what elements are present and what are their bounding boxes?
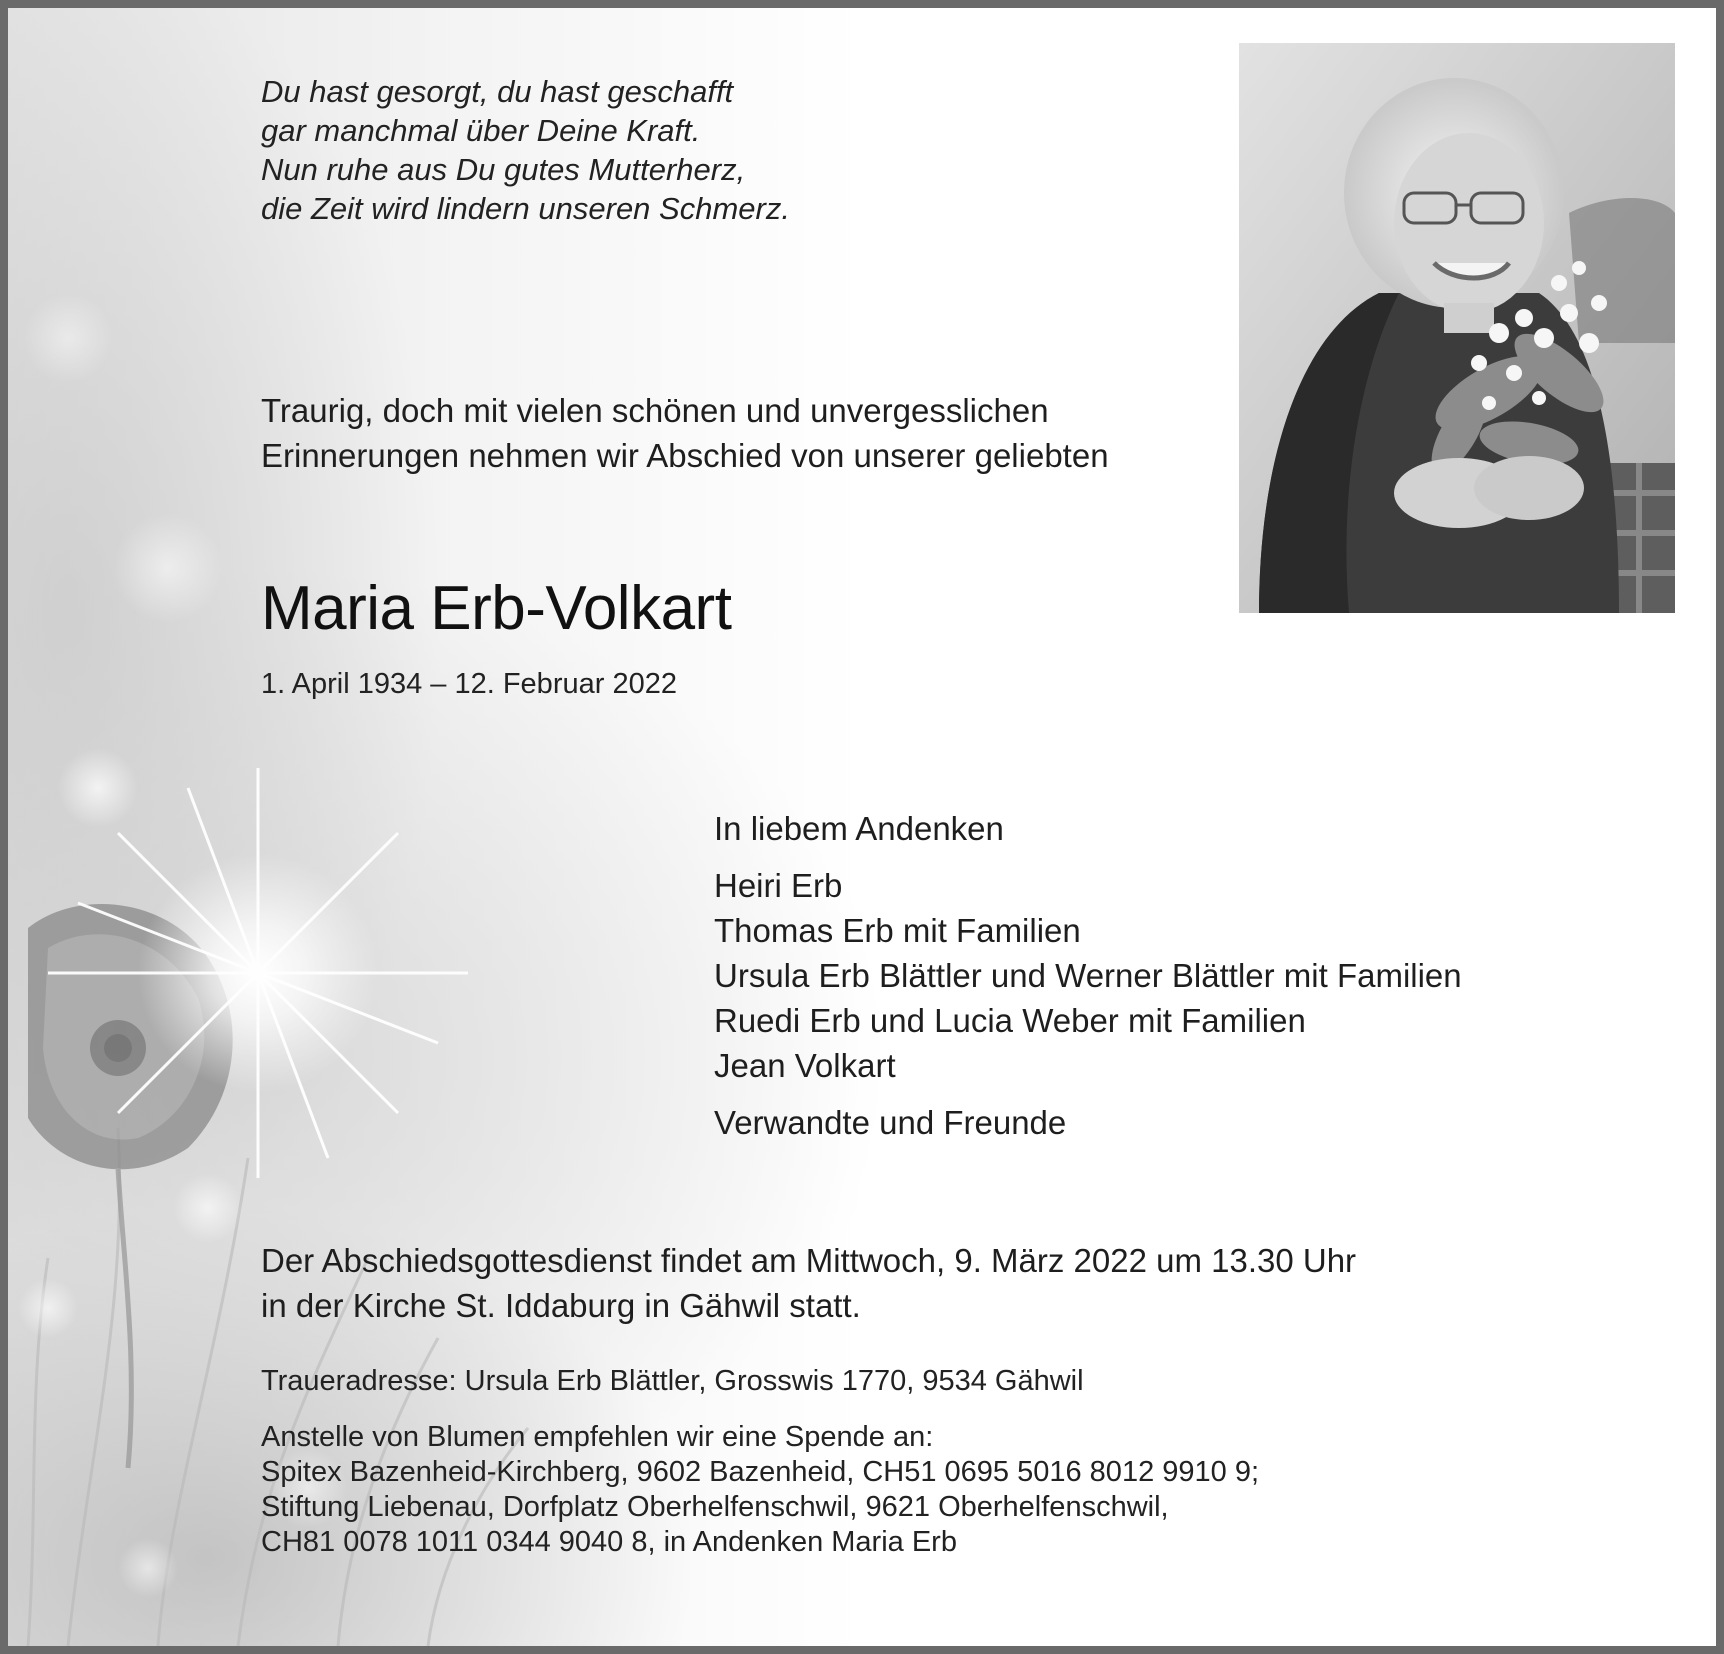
- donation-info: [261, 1420, 1259, 1560]
- obituary-page: [8, 8, 1716, 1646]
- poem: [261, 72, 790, 228]
- poem-line: Du hast gesorgt, du hast geschafft: [261, 74, 734, 109]
- service-line: in der Kirche St. Iddaburg in Gähwil statt.: [261, 1287, 861, 1324]
- mourners-heading: In liebem Andenken: [714, 810, 1004, 847]
- intro-text: [261, 388, 1109, 478]
- mourner-name: Jean Volkart: [714, 1047, 896, 1084]
- service-line: Der Abschiedsgottesdienst findet am Mittwoch, 9. März 2022 um 13.30 Uhr: [261, 1242, 1357, 1279]
- mourner-name: Thomas Erb mit Familien: [714, 912, 1081, 949]
- mourner-name: Ruedi Erb und Lucia Weber mit Familien: [714, 1002, 1306, 1039]
- donation-line: Anstelle von Blumen empfehlen wir eine Spende an:: [261, 1421, 934, 1453]
- mourners-block: [714, 806, 1462, 1145]
- mourning-address: Traueradresse: Ursula Erb Blättler, Grosswis 1770, 9534 Gähwil: [261, 1365, 1084, 1397]
- service-info: [261, 1238, 1356, 1328]
- poem-line: Nun ruhe aus Du gutes Mutterherz,: [261, 152, 746, 187]
- mourners-closing: Verwandte und Freunde: [714, 1104, 1067, 1141]
- life-dates: 1. April 1934 – 12. Februar 2022: [261, 668, 677, 700]
- mourner-name: Ursula Erb Blättler und Werner Blättler mit Familien: [714, 957, 1462, 994]
- donation-line: Stiftung Liebenau, Dorfplatz Oberhelfenschwil, 9621 Oberhelfenschwil,: [261, 1491, 1169, 1523]
- deceased-name: Maria Erb-Volkart: [261, 574, 732, 643]
- portrait-photo: [1239, 43, 1675, 613]
- donation-line: CH81 0078 1011 0344 9040 8, in Andenken Maria Erb: [261, 1526, 957, 1558]
- intro-line: Traurig, doch mit vielen schönen und unvergesslichen: [261, 392, 1049, 429]
- poem-line: gar manchmal über Deine Kraft.: [261, 113, 701, 148]
- donation-line: Spitex Bazenheid-Kirchberg, 9602 Bazenheid, CH51 0695 5016 8012 9910 9;: [261, 1456, 1260, 1488]
- mourner-name: Heiri Erb: [714, 867, 843, 904]
- intro-line: Erinnerungen nehmen wir Abschied von unserer geliebten: [261, 437, 1109, 474]
- poem-line: die Zeit wird lindern unseren Schmerz.: [261, 191, 790, 226]
